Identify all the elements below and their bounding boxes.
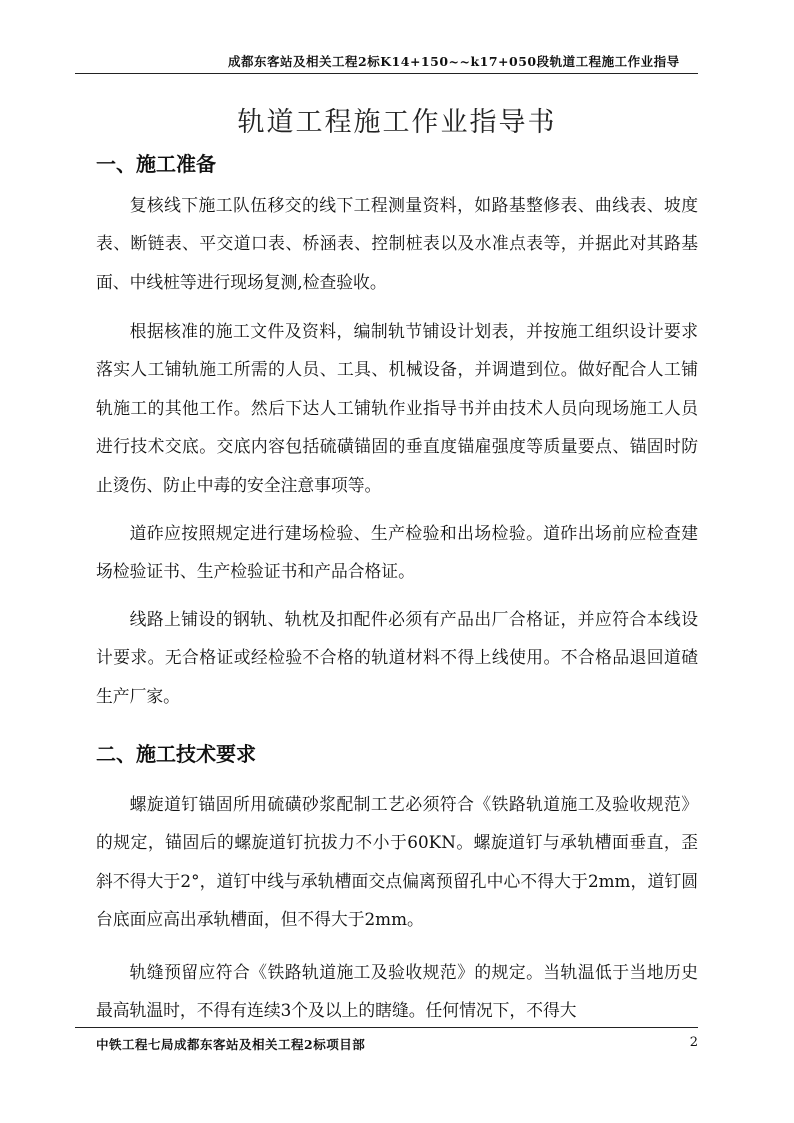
section-heading-technical-requirements: 二、施工技术要求 [96,742,256,766]
running-footer: 中铁工程七局成都东客站及相关工程2标项目部 [96,1037,366,1052]
document-title: 轨道工程施工作业指导书 [237,107,557,138]
paragraph: 复核线下施工队伍移交的线下工程测量资料，如路基整修表、曲线表、坡度表、断链表、平交道口表、桥涵表、控制桩表以及水准点表等，并据此对其路基面、中线桩等进行现场复测,检查验收。 [96,195,698,292]
footer-divider [75,1027,698,1028]
paragraph: 轨缝预留应符合《铁路轨道施工及验收规范》的规定。当轨温低于当地历史最高轨温时，不得有连续3个及以上的瞎缝。任何情况下，不得大 [96,962,698,1021]
paragraph: 线路上铺设的钢轨、轨枕及扣配件必须有产品出厂合格证，并应符合本线设计要求。无合格证或经检验不合格的轨道材料不得上线使用。不合格品退回道碴生产厂家。 [96,609,698,706]
section-heading-preparation: 一、施工准备 [96,152,216,176]
paragraph: 根据核准的施工文件及资料，编制轨节铺设计划表，并按施工组织设计要求落实人工铺轨施工所需的人员、工具、机械设备，并调遣到位。做好配合人工铺轨施工的其他工作。然后下达人工铺轨作业指导书并由技术人员向现场施工人员进行技术交底。交底内容包括硫磺锚固的垂直度锚雇强度等质量要点、锚固时防止烫伤、防止中毒的安全注意事项等。 [96,321,698,495]
paragraph: 螺旋道钉锚固所用硫磺砂浆配制工艺必须符合《铁路轨道施工及验收规范》的规定，锚固后的螺旋道钉抗拔力不小于60KN。螺旋道钉与承轨槽面垂直，歪斜不得大于2°，道钉中线与承轨槽面交点偏离预留孔中心不得大于2mm，道钉圆台底面应高出承轨槽面，但不得大于2mm。 [96,794,698,930]
page-number: 2 [689,1035,698,1050]
header-divider [75,73,698,74]
paragraph: 道砟应按照规定进行建场检验、生产检验和出场检验。道砟出场前应检查建场检验证书、生产检验证书和产品合格证。 [96,523,698,582]
running-header: 成都东客站及相关工程2标K14+150~~k17+050段轨道工程施工作业指导 [228,54,680,69]
